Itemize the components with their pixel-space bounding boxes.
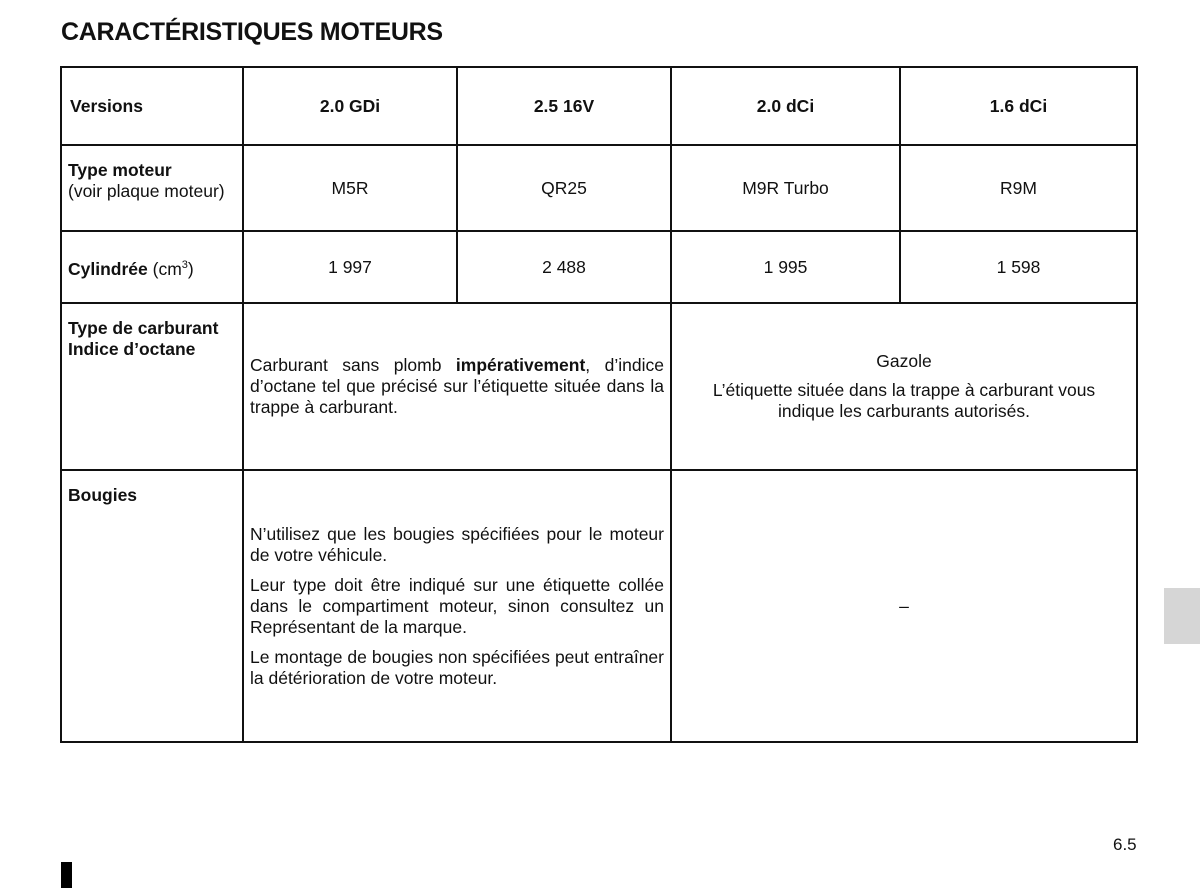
petrol-text-bold: impérativement [455,355,586,375]
table-row-fuel [61,303,1137,470]
engine-type-sublabel: (voir plaque moteur) [68,181,225,201]
engine-type-label: Type moteur [68,160,172,180]
row-header-spark-plugs [61,470,243,742]
version-2-5-16v: 2.5 16V [457,67,671,145]
engine-specs-table [60,66,1138,743]
diesel-fuel-cell [671,303,1137,470]
diesel-title: Gazole [876,351,932,371]
spark-plugs-label: Bougies [68,485,138,505]
engine-type-value: M9R Turbo [671,145,900,231]
displacement-unit-prefix: (cm [147,258,182,279]
crop-mark [61,862,72,888]
spark-plugs-petrol-cell [243,470,671,742]
table-row-displacement [61,231,1137,303]
spark-plugs-para2: Leur type doit être indiqué sur une étiquette collée dans le compartiment moteur, sinon consultez un Représentant de la marque. [250,574,664,637]
engine-type-value: R9M [900,145,1137,231]
row-header-engine-type [61,145,243,231]
diesel-text: L’étiquette située dans la trappe à carburant vous indique les carburants autorisés. [712,380,1096,421]
versions-label: Versions [70,95,143,116]
spark-plugs-para3: Le montage de bougies non spécifiées peut entraîner la détérioration de votre moteur. [250,646,664,688]
chapter-thumb-tab [1164,588,1200,644]
displacement-value: 1 995 [671,231,900,303]
version-2-0-gdi: 2.0 GDi [243,67,457,145]
engine-type-value: QR25 [457,145,671,231]
row-header-versions [61,67,243,145]
engine-type-value: M5R [243,145,457,231]
petrol-fuel-cell [243,303,671,470]
displacement-unit-suffix: ) [187,258,194,279]
spark-plugs-diesel-cell: – [671,470,1137,742]
table-row-engine-type [61,145,1137,231]
row-header-fuel [61,303,243,470]
page-number: 6.5 [1113,835,1137,854]
table-row-versions [61,67,1137,145]
petrol-text-after: , d’indice d’octane tel que précisé sur l’étiquette située dans la trappe à carburant. [250,355,664,417]
petrol-text-before: Carburant sans plomb [250,355,456,375]
displacement-value: 1 997 [243,231,457,303]
table-row-spark-plugs [61,470,1137,742]
version-1-6-dci: 1.6 dCi [900,67,1137,145]
fuel-label-line1: Type de carburant [68,318,219,338]
displacement-value: 1 598 [900,231,1137,303]
row-header-displacement [61,231,243,303]
displacement-value: 2 488 [457,231,671,303]
version-2-0-dci: 2.0 dCi [671,67,900,145]
fuel-label-line2: Indice d’octane [68,339,196,359]
displacement-label: Cylindrée [68,258,148,279]
page-title: CARACTÉRISTIQUES MOTEURS [61,18,443,46]
spark-plugs-para1: N’utilisez que les bougies spécifiées pour le moteur de votre véhicule. [250,523,664,565]
displacement-unit-sup: 3 [181,258,188,271]
